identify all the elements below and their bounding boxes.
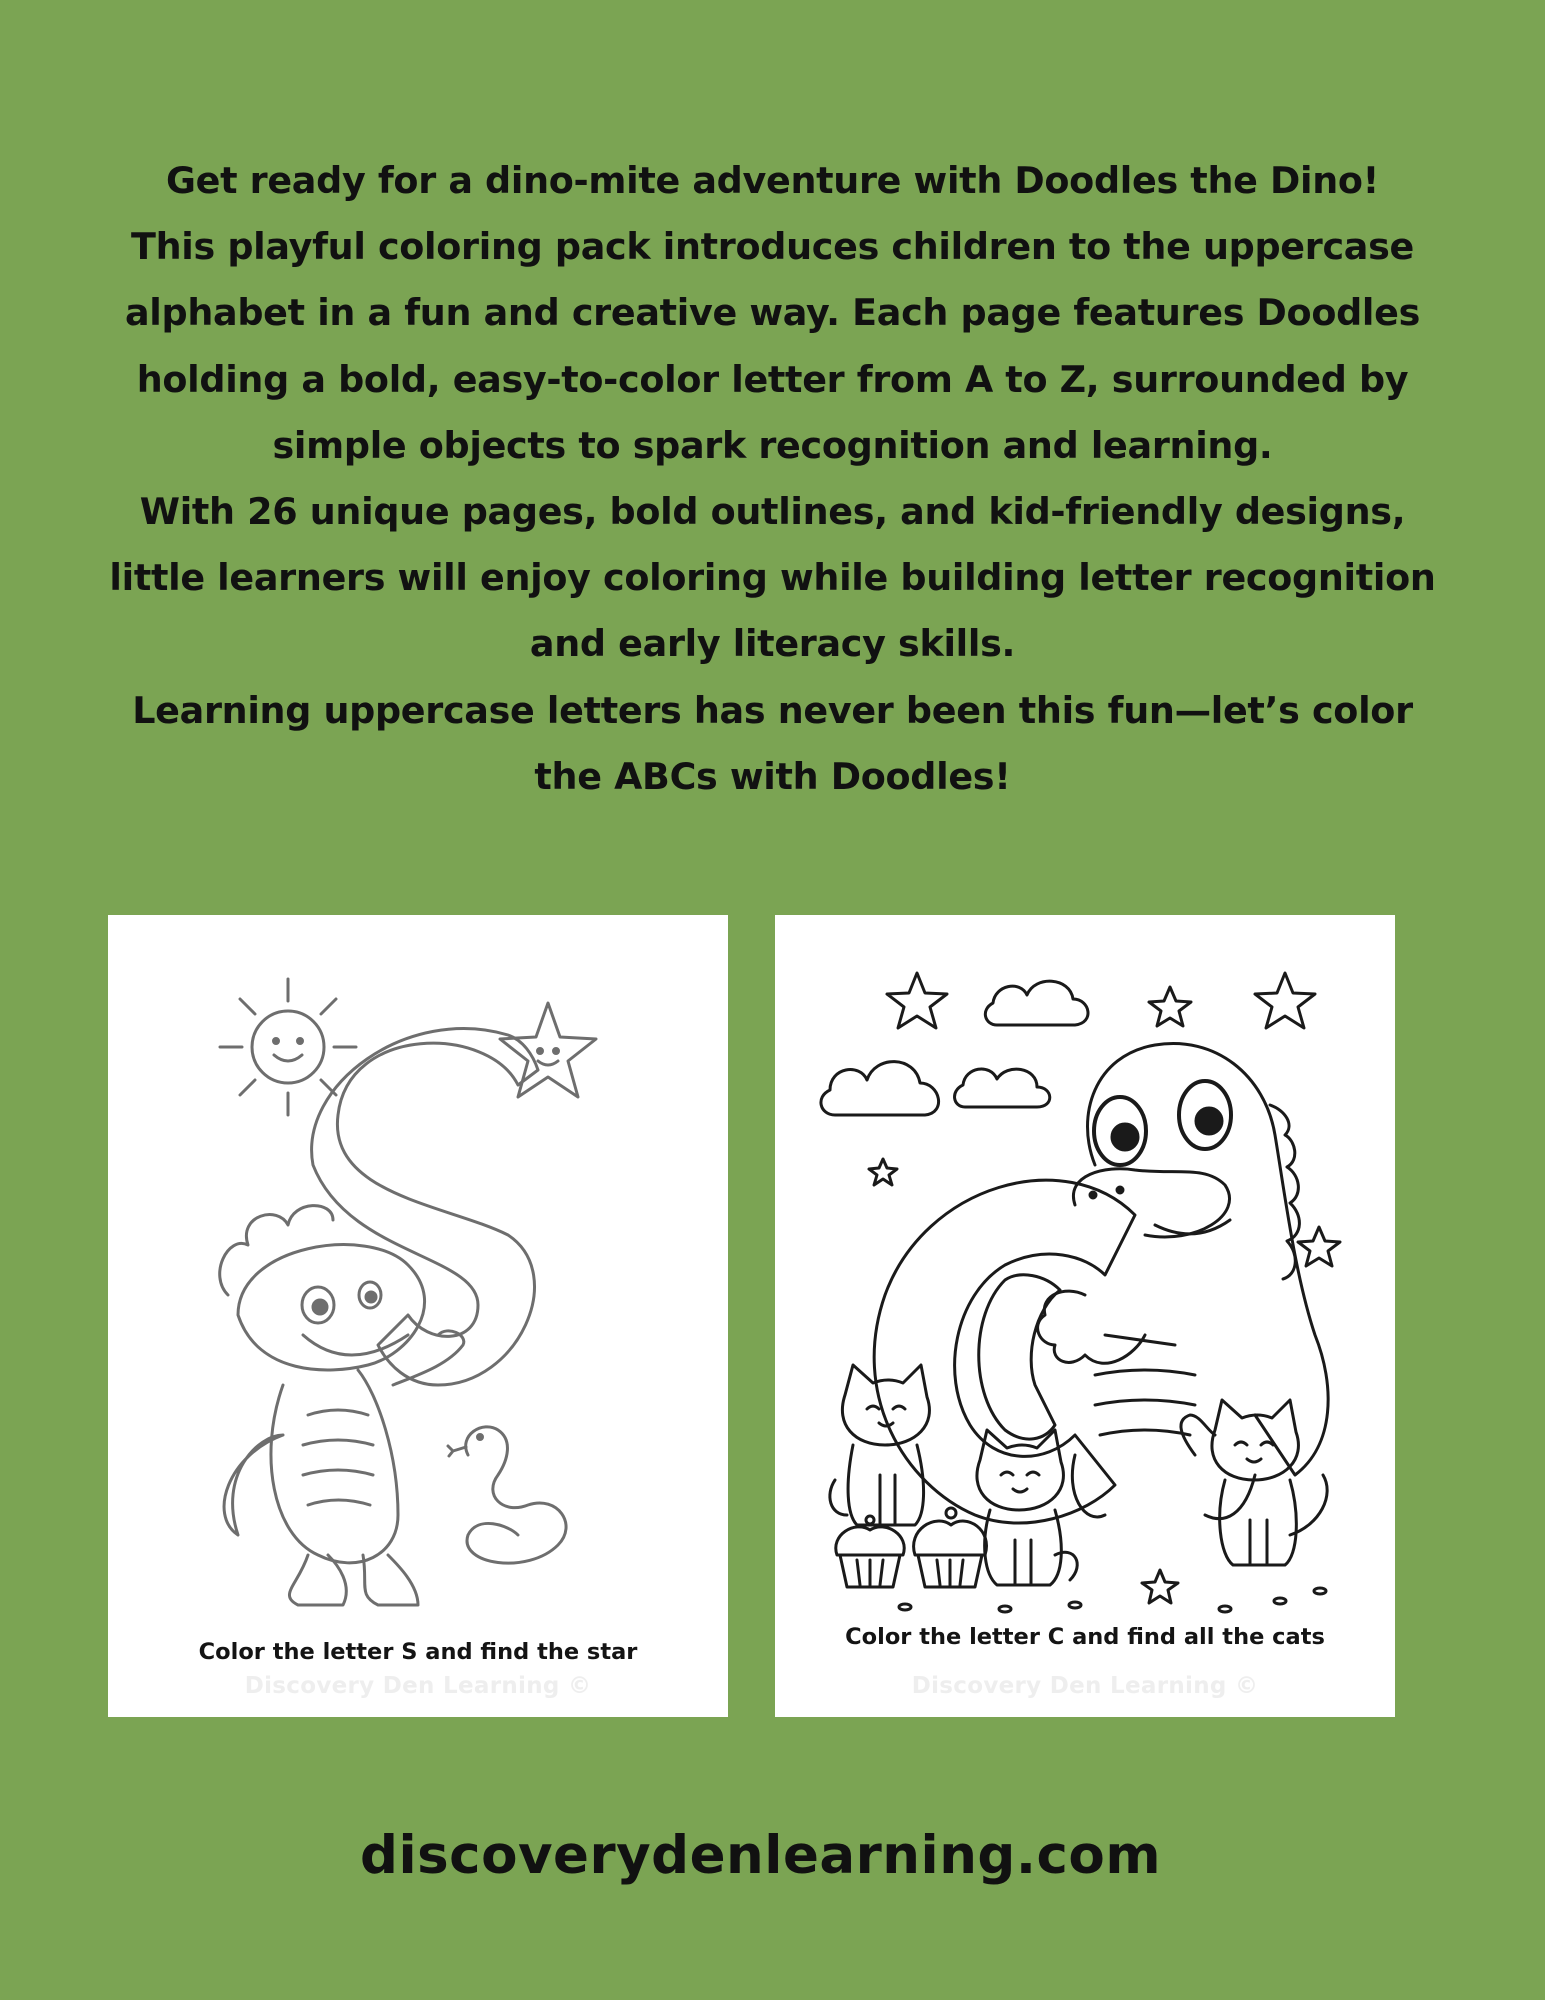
description-line: and early literacy skills. <box>529 622 1016 666</box>
preview-caption: Color the letter C and find all the cats <box>845 1624 1325 1650</box>
website-url: discoverydenlearning.com <box>360 1825 1162 1886</box>
cupcake-icon <box>836 1516 904 1587</box>
letter-s-outline <box>312 1029 538 1385</box>
description-line: With 26 unique pages, bold outlines, and kid-friendly designs, <box>139 490 1406 534</box>
description-line: the ABCs with Doodles! <box>534 754 1011 798</box>
star-icon <box>1142 1570 1178 1603</box>
dino-character <box>1038 1043 1329 1518</box>
star-icon <box>1298 1227 1340 1266</box>
decorative-dots <box>899 1588 1326 1612</box>
description-line: little learners will enjoy coloring while building letter recognition <box>109 556 1436 600</box>
description-line: This playful coloring pack introduces children to the uppercase <box>131 225 1414 269</box>
cloud-icon <box>985 981 1088 1025</box>
letter-s-illustration <box>108 915 728 1717</box>
description-line: simple objects to spark recognition and learning. <box>272 423 1273 467</box>
cat-icon <box>830 1365 930 1525</box>
sun-icon <box>220 979 356 1115</box>
product-description <box>40 148 1505 810</box>
star-icon <box>1149 987 1191 1026</box>
coloring-page-preview-c <box>775 915 1395 1717</box>
cloud-icon <box>821 1062 939 1115</box>
watermark: Discovery Den Learning © <box>911 1673 1259 1699</box>
star-icon <box>500 1003 596 1097</box>
cat-icon <box>977 1430 1077 1585</box>
letter-c-illustration <box>775 915 1395 1717</box>
snake-icon <box>448 1427 566 1563</box>
description-line: alphabet in a fun and creative way. Each page features Doodles <box>124 291 1421 335</box>
preview-caption: Color the letter S and find the star <box>198 1639 638 1665</box>
star-icon <box>1255 973 1315 1028</box>
cupcake-icon <box>914 1508 987 1587</box>
description-line: Get ready for a dino-mite adventure with Doodles the Dino! <box>165 159 1380 202</box>
coloring-page-preview-s <box>108 915 728 1717</box>
watermark: Discovery Den Learning © <box>244 1673 592 1699</box>
description-line: Learning uppercase letters has never been this fun—let’s color <box>132 688 1413 732</box>
star-icon <box>887 973 947 1028</box>
cloud-icon <box>955 1069 1050 1107</box>
description-line: holding a bold, easy-to-color letter from A to Z, surrounded by <box>136 357 1409 401</box>
dino-character <box>220 1206 464 1605</box>
star-icon <box>869 1159 897 1185</box>
